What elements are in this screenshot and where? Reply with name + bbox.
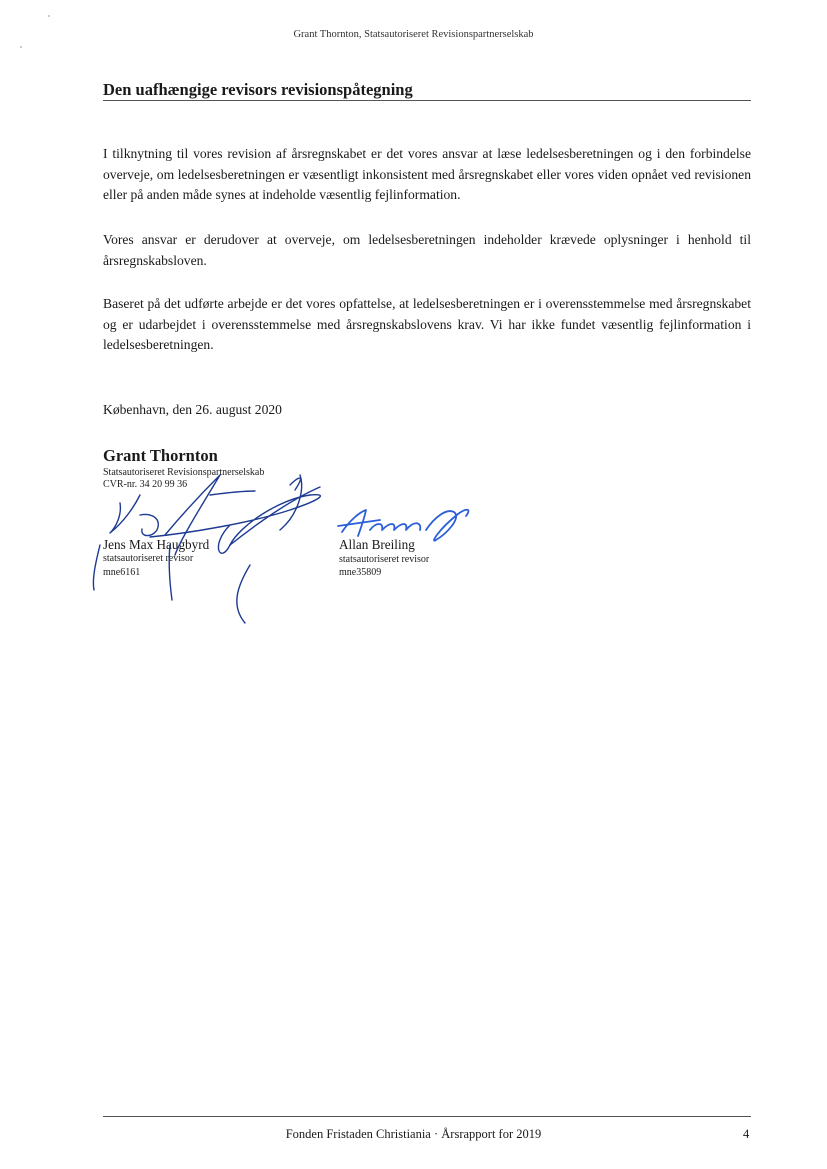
title-underline xyxy=(103,100,751,101)
signer-1-name: Jens Max Haugbyrd xyxy=(103,537,210,552)
scan-speck xyxy=(48,15,50,17)
section-title: Den uafhængige revisors revisionspåtegning xyxy=(103,80,413,99)
page-header: Grant Thornton, Statsautoriseret Revisionspartnerselskab xyxy=(293,29,534,40)
signer-1-title: statsautoriseret revisor xyxy=(103,553,194,564)
signer-2-title: statsautoriseret revisor xyxy=(339,554,430,565)
signer-1-id: mne6161 xyxy=(103,567,141,578)
footer-text: Fonden Fristaden Christiania · Årsrapport for 2019 xyxy=(285,1127,542,1141)
paragraph-1: I tilknytning til vores revision af årsregnskabet er det vores ansvar at læse ledelsesberetningen og i den forbindelse overveje, om ledelsesberetningen er væsentligt inkonsistent med årsregnskabet eller vores viden opnået ved revisionen eller på anden måde synes at indeholde væsentlig fejlinformation. xyxy=(103,146,751,202)
page-number: 4 xyxy=(743,1127,750,1141)
paragraph-3: Baseret på det udførte arbejde er det vores opfattelse, at ledelsesberetningen er i overensstemmelse med årsregnskabet og er udarbejdet i overensstemmelse med årsregnskabslovens krav. Vi har ikke fundet væsentlig fejlinformation i ledelsesberetningen. xyxy=(103,296,751,352)
paragraph-2: Vores ansvar er derudover at overveje, om ledelsesberetningen indeholder krævede oplysninger i henhold til årsregnskabsloven. xyxy=(103,232,751,268)
signer-2-name: Allan Breiling xyxy=(339,537,415,552)
firm-name: Grant Thornton xyxy=(103,446,218,465)
firm-cvr: CVR-nr. 34 20 99 36 xyxy=(103,479,188,490)
place-and-date: København, den 26. august 2020 xyxy=(103,402,282,417)
footer-rule xyxy=(103,1116,751,1117)
signer-2-id: mne35809 xyxy=(339,567,382,578)
firm-description: Statsautoriseret Revisionspartnerselskab xyxy=(103,467,265,478)
scan-speck xyxy=(20,46,22,48)
